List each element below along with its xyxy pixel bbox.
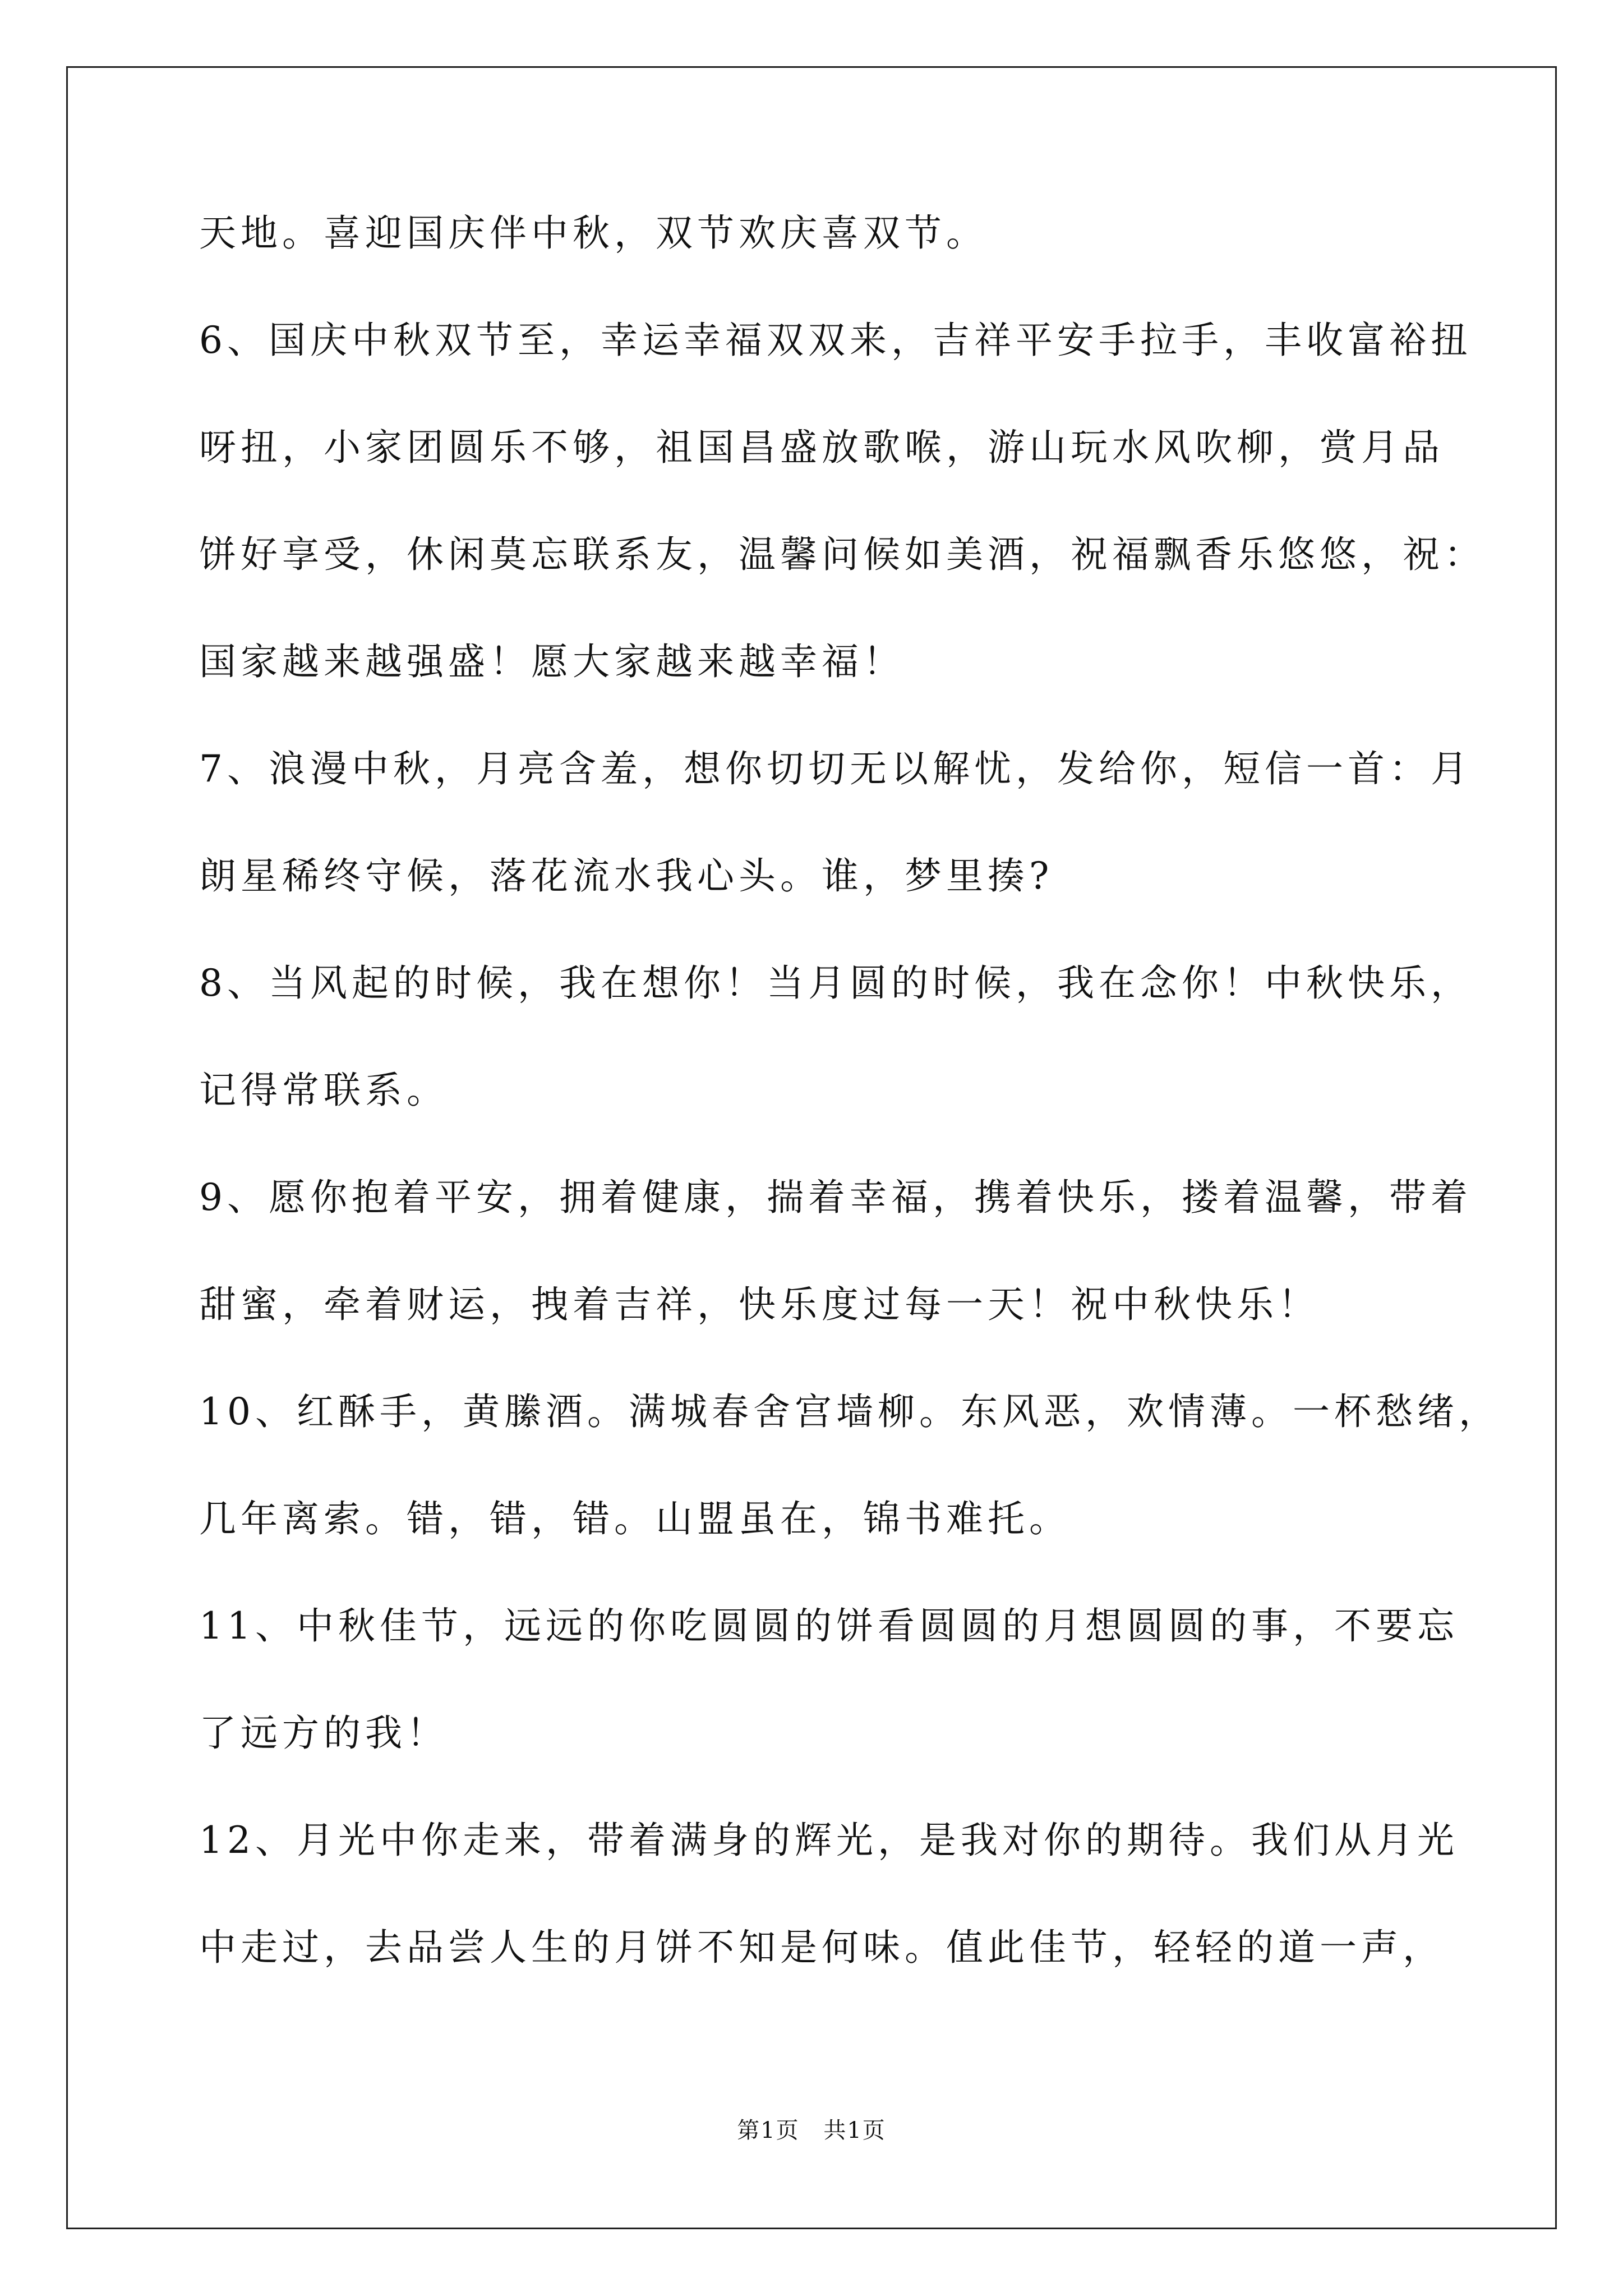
text-line: 6、国庆中秋双节至，幸运幸福双双来，吉祥平安手拉手，丰收富裕扭 [199, 319, 1472, 362]
text-line: 天地。喜迎国庆伴中秋，双节欢庆喜双节。 [199, 211, 988, 255]
text-line: 甜蜜，牵着财运，拽着吉祥，快乐度过每一天！祝中秋快乐！ [199, 1283, 1320, 1326]
text-line: 8、当风起的时候，我在想你！当月圆的时候，我在念你！中秋快乐， [199, 961, 1472, 1005]
text-line: 中走过，去品尝人生的月饼不知是何味。值此佳节，轻轻的道一声， [199, 1926, 1444, 1969]
text-line: 记得常联系。 [199, 1069, 448, 1112]
document-body [199, 210, 1500, 2032]
text-line: 几年离索。错，错，错。山盟虽在，锦书难托。 [199, 1497, 1071, 1540]
text-line: 12、月光中你走来，带着满身的辉光，是我对你的期待。我们从月光 [199, 1819, 1459, 1862]
text-line: 10、红酥手，黄縢酒。满城春舍宫墙柳。东风恶，欢情薄。一杯愁绪， [199, 1390, 1500, 1433]
page-number: 第1页 [737, 2118, 800, 2143]
text-line: 朗星稀终守候，落花流水我心头。谁，梦里揍? [199, 854, 1054, 898]
text-line: 了远方的我！ [199, 1711, 448, 1755]
text-line: 国家越来越强盛！愿大家越来越幸福！ [199, 640, 905, 683]
text-line: 饼好享受，休闲莫忘联系友，温馨问候如美酒，祝福飘香乐悠悠，祝： [199, 533, 1486, 576]
text-line: 7、浪漫中秋，月亮含羞，想你切切无以解忧，发给你，短信一首：月 [199, 747, 1472, 790]
page-total: 共1页 [823, 2118, 886, 2143]
text-line: 呀扭，小家团圆乐不够，祖国昌盛放歌喉，游山玩水风吹柳，赏月品 [199, 426, 1444, 469]
text-line: 11、中秋佳节，远远的你吃圆圆的饼看圆圆的月想圆圆的事，不要忘 [199, 1604, 1459, 1648]
page-footer [0, 2113, 1623, 2145]
text-line: 9、愿你抱着平安，拥着健康，揣着幸福，携着快乐，搂着温馨，带着 [199, 1176, 1472, 1219]
